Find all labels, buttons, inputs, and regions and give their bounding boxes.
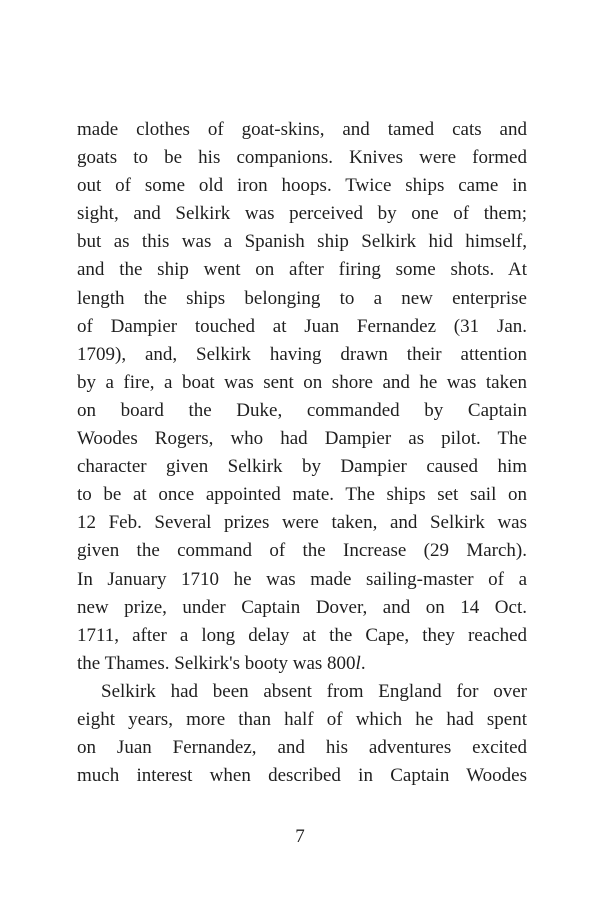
paragraph-1-last-line [77, 650, 527, 678]
text-line: Woodes Rogers, who had Dampier as pilot. The [77, 428, 527, 450]
last-line-period: . [360, 652, 366, 674]
text-line: 1709), and, Selkirk having drawn their attention [77, 343, 527, 365]
text-line: to be at once appointed mate. The ships set sail on [77, 484, 527, 506]
paragraph-2 [77, 678, 527, 790]
text-line: goats to be his companions. Knives were formed [77, 147, 527, 169]
text-line: on Juan Fernandez, and his adventures excited [77, 737, 527, 759]
text-line: but as this was a Spanish ship Selkirk hid himself, [77, 231, 527, 253]
currency-unit-italic: l [355, 652, 361, 674]
text-line: sight, and Selkirk was perceived by one of them; [77, 203, 527, 225]
text-line: character given Selkirk by Dampier caused him [77, 456, 527, 478]
text-line: length the ships belonging to a new enterprise [77, 287, 527, 309]
text-line: by a fire, a boat was sent on shore and he was taken [77, 371, 527, 393]
text-line: on board the Duke, commanded by Captain [77, 399, 527, 421]
page-number: 7 [295, 826, 305, 847]
last-line-text: the Thames. Selkirk's booty was 800 [77, 652, 356, 674]
text-line: 12 Feb. Several prizes were taken, and Selkirk was [77, 512, 527, 534]
text-line: new prize, under Captain Dover, and on 14 Oct. [77, 596, 527, 618]
text-line: Selkirk had been absent from England for over [101, 680, 527, 702]
paragraph-1 [77, 116, 527, 650]
text-line: In January 1710 he was made sailing-master of a [77, 568, 527, 590]
text-line: given the command of the Increase (29 March). [77, 540, 527, 562]
text-line: made clothes of goat-skins, and tamed cats and [77, 119, 527, 140]
body-text [77, 116, 527, 790]
text-line: and the ship went on after firing some shots. At [77, 259, 527, 281]
text-line: 1711, after a long delay at the Cape, they reached [77, 624, 527, 646]
text-line: eight years, more than half of which he had spent [77, 708, 527, 730]
text-line: out of some old iron hoops. Twice ships came in [77, 175, 527, 197]
text-line: of Dampier touched at Juan Fernandez (31 Jan. [77, 315, 527, 337]
text-line: much interest when described in Captain Woodes [77, 765, 527, 787]
